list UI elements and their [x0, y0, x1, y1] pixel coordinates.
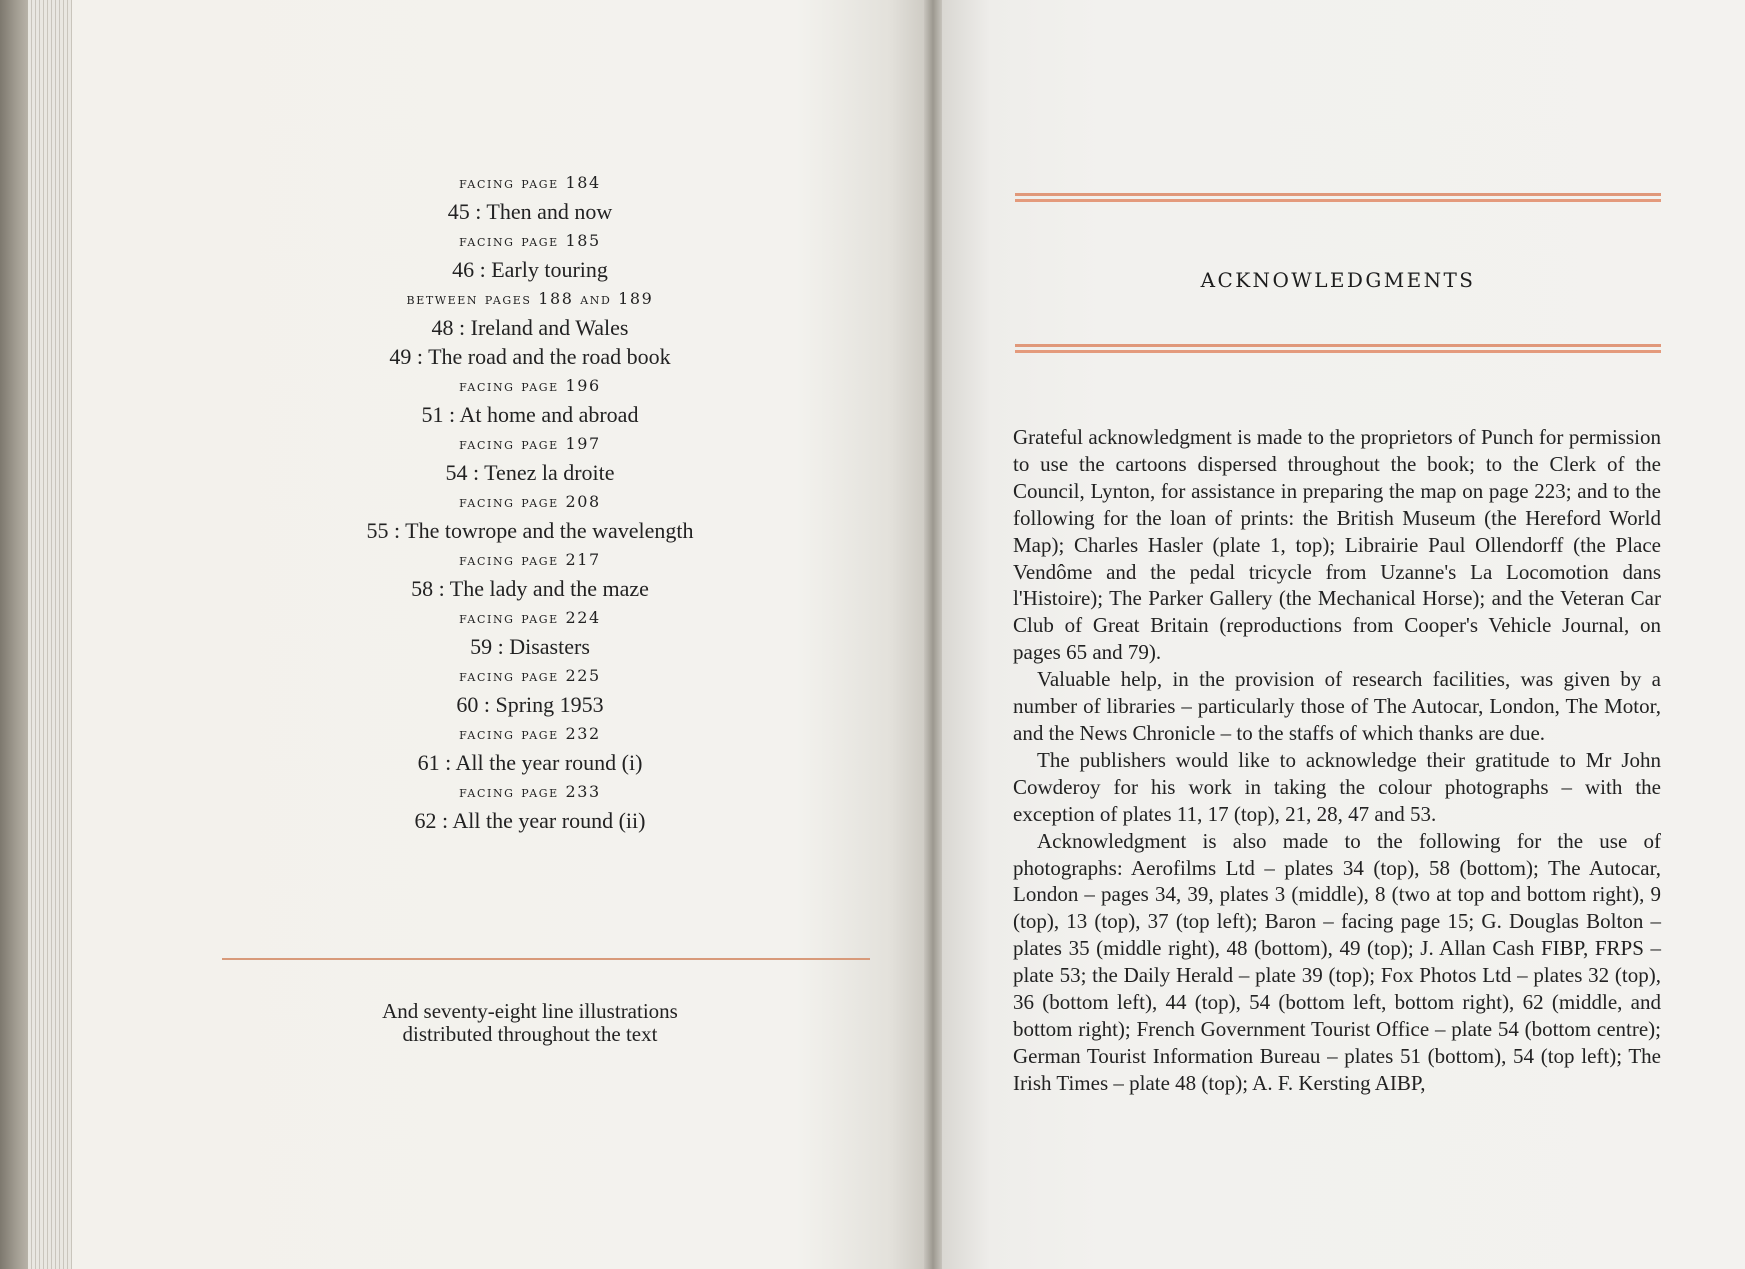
paragraph: Valuable help, in the provision of research facilities, was given by a number of libraries – particularly those of The Autocar, London, The Motor, and the News Chronicle – to the staffs of which thanks are due. [1013, 667, 1661, 745]
footnote-line: distributed throughout the text [402, 1022, 658, 1046]
plate-group [100, 429, 960, 487]
plate-title: 55 : The towrope and the wavelength [366, 518, 694, 543]
plate-group [100, 719, 960, 777]
facing-page-label: facing page 217 [459, 550, 601, 569]
bottom-double-rule [1015, 344, 1661, 354]
plate-group [100, 168, 960, 226]
facing-page-label: facing page 185 [459, 231, 601, 250]
paragraph: Acknowledgment is also made to the following for the use of photographs: Aerofilms Ltd – plates 34 (top), 58 (bottom); The Autocar, London – pages 34, 39, plates 3 (middle), 8 (two at top and bottom right), 9 (top), 13 (top), 37 (top left); Baron – facing page 15; G. Douglas Bolton – plates 35 (middle right), 48 (bottom), 49 (top); J. Allan Cash FIBP, FRPS – plate 53; the Daily Herald – plate 39 (top); Fox Photos Ltd – plates 32 (top), 36 (bottom left), 44 (top), 54 (bottom left, bottom right), 62 (middle, and bottom right); French Government Tourist Office – plate 54 (bottom centre); German Tourist Information Bureau – plates 51 (bottom), 54 (top left); The Irish Times – plate 48 (top); A. F. Kersting AIBP, [1013, 828, 1661, 1095]
facing-page-label: facing page 196 [459, 376, 601, 395]
plate-group [100, 284, 960, 371]
plate-title: 46 : Early touring [452, 257, 608, 282]
paragraph: The publishers would like to acknowledge their gratitude to Mr John Cowderoy for his work in taking the colour photographs – with the exception of plates 11, 17 (top), 21, 28, 47 and 53. [1013, 747, 1661, 826]
line-illustrations-note [100, 1000, 960, 1046]
facing-page-label: between pages 188 and 189 [406, 289, 654, 308]
acknowledgments-text [1013, 424, 1661, 1097]
facing-page-label: facing page 208 [459, 492, 601, 511]
plate-group [100, 545, 960, 603]
facing-page-label: facing page 232 [459, 724, 601, 743]
book-cover-edge [0, 0, 28, 1269]
plate-group [100, 226, 960, 284]
plate-title: 60 : Spring 1953 [456, 692, 604, 717]
facing-page-label: facing page 184 [459, 173, 601, 192]
plate-title: 59 : Disasters [470, 634, 590, 659]
facing-page-label: facing page 225 [459, 666, 601, 685]
facing-page-label: facing page 224 [459, 608, 601, 627]
top-double-rule [1015, 193, 1661, 203]
plate-title: 49 : The road and the road book [389, 344, 671, 369]
plate-title: 58 : The lady and the maze [411, 576, 649, 601]
plate-title: 48 : Ireland and Wales [431, 315, 629, 340]
plate-group [100, 487, 960, 545]
facing-page-label: facing page 233 [459, 782, 601, 801]
plate-title: 45 : Then and now [447, 199, 613, 224]
footnote-line: And seventy-eight line illustrations [382, 999, 678, 1023]
plate-group [100, 777, 960, 835]
plates-list [100, 168, 960, 835]
page-heading: ACKNOWLEDGMENTS [1200, 268, 1476, 292]
plate-title: 61 : All the year round (i) [417, 750, 643, 775]
section-divider-rule [222, 958, 870, 960]
page-edges [28, 0, 72, 1269]
facing-page-label: facing page 197 [459, 434, 601, 453]
plate-group [100, 661, 960, 719]
plate-title: 54 : Tenez la droite [445, 460, 615, 485]
plate-title: 51 : At home and abroad [421, 402, 639, 427]
plate-title: 62 : All the year round (ii) [414, 808, 646, 833]
plate-group [100, 371, 960, 429]
paragraph: Grateful acknowledgment is made to the proprietors of Punch for permission to use the cartoons dispersed throughout the book; to the Clerk of the Council, Lynton, for assistance in preparing the map on page 223; and to the following for the loan of prints: the British Museum (the Hereford World Map); Charles Hasler (plate 1, top); Librairie Paul Ollendorff (the Place Vendôme and the pedal tricycle from Uzanne's La Locomotion dans l'Histoire); The Parker Gallery (the Mechanical Horse); and the Veteran Car Club of Great Britain (reproductions from Cooper's Vehicle Journal, on pages 65 and 79). [1013, 425, 1661, 665]
plate-group [100, 603, 960, 661]
